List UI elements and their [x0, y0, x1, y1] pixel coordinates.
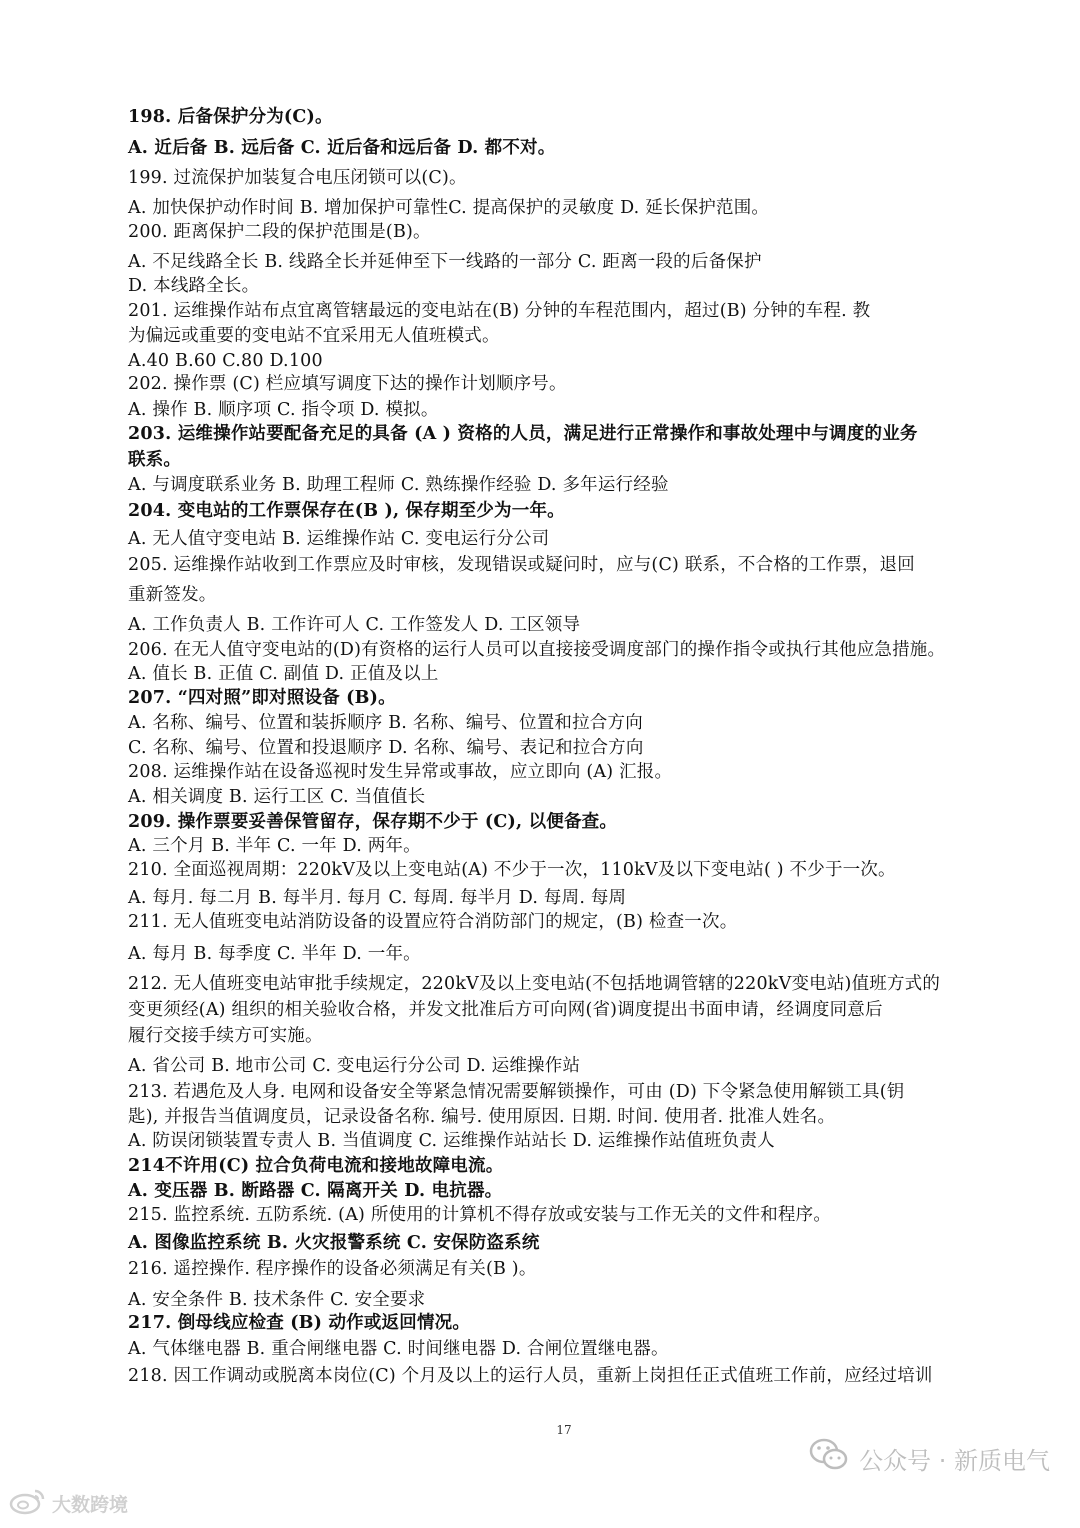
options-207-line-2: C. 名称、编号、位置和投退顺序 D. 名称、编号、表记和拉合方向 [128, 738, 644, 758]
question-201-line-2: 为偏远或重要的变电站不宜采用无人值班模式。 [128, 326, 500, 346]
question-216: 216. 遥控操作. 程序操作的设备必须满足有关(B )。 [128, 1259, 537, 1279]
options-210: A. 每月. 每二月 B. 每半月. 每月 C. 每周. 每半月 D. 每周. 每周 [128, 888, 627, 908]
weibo-icon [8, 1486, 48, 1521]
question-212-line-1: 212. 无人值班变电站审批手续规定，220kV及以上变电站(不包括地调管辖的220kV变电站)值班方式的 [128, 974, 941, 994]
options-215: A. 图像监控系统 B. 火灾报警系统 C. 安保防盗系统 [128, 1233, 540, 1253]
question-200: 200. 距离保护二段的保护范围是(B)。 [128, 222, 431, 242]
options-212: A. 省公司 B. 地市公司 C. 变电运行分公司 D. 运维操作站 [128, 1056, 581, 1076]
question-217: 217. 倒母线应检查 (B) 动作或返回情况。 [128, 1313, 471, 1333]
question-206: 206. 在无人值守变电站的(D)有资格的运行人员可以直接接受调度部门的操作指令或执行其他应急措施。 [128, 640, 946, 660]
options-209: A. 三个月 B. 半年 C. 一年 D. 两年。 [128, 836, 421, 856]
page-number: 17 [556, 1423, 572, 1437]
question-215: 215. 监控系统. 五防系统. (A) 所使用的计算机不得存放或安装与工作无关的文件和程序。 [128, 1205, 832, 1225]
question-212-line-2: 变更须经(A) 组织的相关验收合格，并发文批准后方可向网(省)调度提出书面申请，经调度同意后 [128, 1000, 883, 1020]
question-207: 207. “四对照”即对照设备 (B)。 [128, 688, 396, 708]
options-200-line-2: D. 本线路全长。 [128, 276, 260, 296]
options-198: A. 近后备 B. 远后备 C. 近后备和远后备 D. 都不对。 [128, 138, 556, 158]
question-213-line-1: 213. 若遇危及人身. 电网和设备安全等紧急情况需要解锁操作，可由 (D) 下令紧急使用解锁工具(钥 [128, 1082, 905, 1102]
options-217: A. 气体继电器 B. 重合闸继电器 C. 时间继电器 D. 合闸位置继电器。 [128, 1339, 669, 1359]
options-206: A. 值长 B. 正值 C. 副值 D. 正值及以上 [128, 664, 439, 684]
question-199: 199. 过流保护加装复合电压闭锁可以(C)。 [128, 168, 467, 188]
question-211: 211. 无人值班变电站消防设备的设置应符合消防部门的规定，(B) 检查一次。 [128, 912, 738, 932]
question-218: 218. 因工作调动或脱离本岗位(C) 个月及以上的运行人员，重新上岗担任正式值班工作前，应经过培训 [128, 1366, 933, 1386]
question-198: 198. 后备保护分为(C)。 [128, 107, 333, 127]
question-212-line-3: 履行交接手续方可实施。 [128, 1026, 323, 1046]
source-watermark [8, 1486, 128, 1520]
question-204: 204. 变电站的工作票保存在(B ), 保存期至少为一年。 [128, 501, 565, 521]
question-214: 214不许用(C) 拉合负荷电流和接地故障电流。 [128, 1156, 504, 1176]
wechat-account-name: 公众号 · 新质电气 [859, 1446, 1050, 1475]
question-213-line-2: 匙), 并报告当值调度员，记录设备名称. 编号. 使用原因. 日期. 时间. 使用者. 批准人姓名。 [128, 1107, 836, 1127]
question-203-line-1: 203. 运维操作站要配备充足的具备 (A ) 资格的人员，满足进行正常操作和事故处理中与调度的业务 [128, 424, 918, 444]
question-203-line-2: 联系。 [128, 450, 182, 470]
question-210: 210. 全面巡视周期：220kV及以上变电站(A) 不少于一次，110kV及以下变电站( ) 不少于一次。 [128, 860, 896, 880]
options-208: A. 相关调度 B. 运行工区 C. 当值值长 [128, 787, 426, 807]
options-213: A. 防误闭锁装置专责人 B. 当值调度 C. 运维操作站站长 D. 运维操作站值班负责人 [128, 1131, 775, 1151]
options-207-line-1: A. 名称、编号、位置和装拆顺序 B. 名称、编号、位置和拉合方向 [128, 713, 643, 733]
question-208: 208. 运维操作站在设备巡视时发生异常或事故，应立即向 (A) 汇报。 [128, 762, 673, 782]
question-205-line-1: 205. 运维操作站收到工作票应及时审核，发现错误或疑问时，应与(C) 联系，不合格的工作票，退回 [128, 555, 915, 575]
options-214: A. 变压器 B. 断路器 C. 隔离开关 D. 电抗器。 [128, 1181, 503, 1201]
options-201: A.40 B.60 C.80 D.100 [128, 351, 323, 371]
options-200-line-1: A. 不足线路全长 B. 线路全长并延伸至下一线路的一部分 C. 距离一段的后备保护 [128, 252, 762, 272]
options-205: A. 工作负责人 B. 工作许可人 C. 工作签发人 D. 工区领导 [128, 615, 581, 635]
options-211: A. 每月 B. 每季度 C. 半年 D. 一年。 [128, 944, 421, 964]
options-203: A. 与调度联系业务 B. 助理工程师 C. 熟练操作经验 D. 多年运行经验 [128, 475, 669, 495]
wechat-icon [809, 1438, 849, 1478]
options-199: A. 加快保护动作时间 B. 增加保护可靠性C. 提高保护的灵敏度 D. 延长保护范围。 [128, 198, 770, 218]
question-209: 209. 操作票要妥善保管留存，保存期不少于 (C), 以便备查。 [128, 812, 618, 832]
options-204: A. 无人值守变电站 B. 运维操作站 C. 变电运行分公司 [128, 529, 550, 549]
question-202: 202. 操作票 (C) 栏应填写调度下达的操作计划顺序号。 [128, 374, 567, 394]
question-201-line-1: 201. 运维操作站布点宜离管辖最远的变电站在(B) 分钟的车程范围内，超过(B) 分钟的车程. 教 [128, 301, 871, 321]
options-216: A. 安全条件 B. 技术条件 C. 安全要求 [128, 1290, 426, 1310]
wechat-watermark [809, 1438, 1050, 1478]
question-205-line-2: 重新签发。 [128, 585, 217, 605]
source-watermark-text: 大数跨境 [52, 1493, 129, 1516]
options-202: A. 操作 B. 顺序项 C. 指令项 D. 模拟。 [128, 400, 439, 420]
